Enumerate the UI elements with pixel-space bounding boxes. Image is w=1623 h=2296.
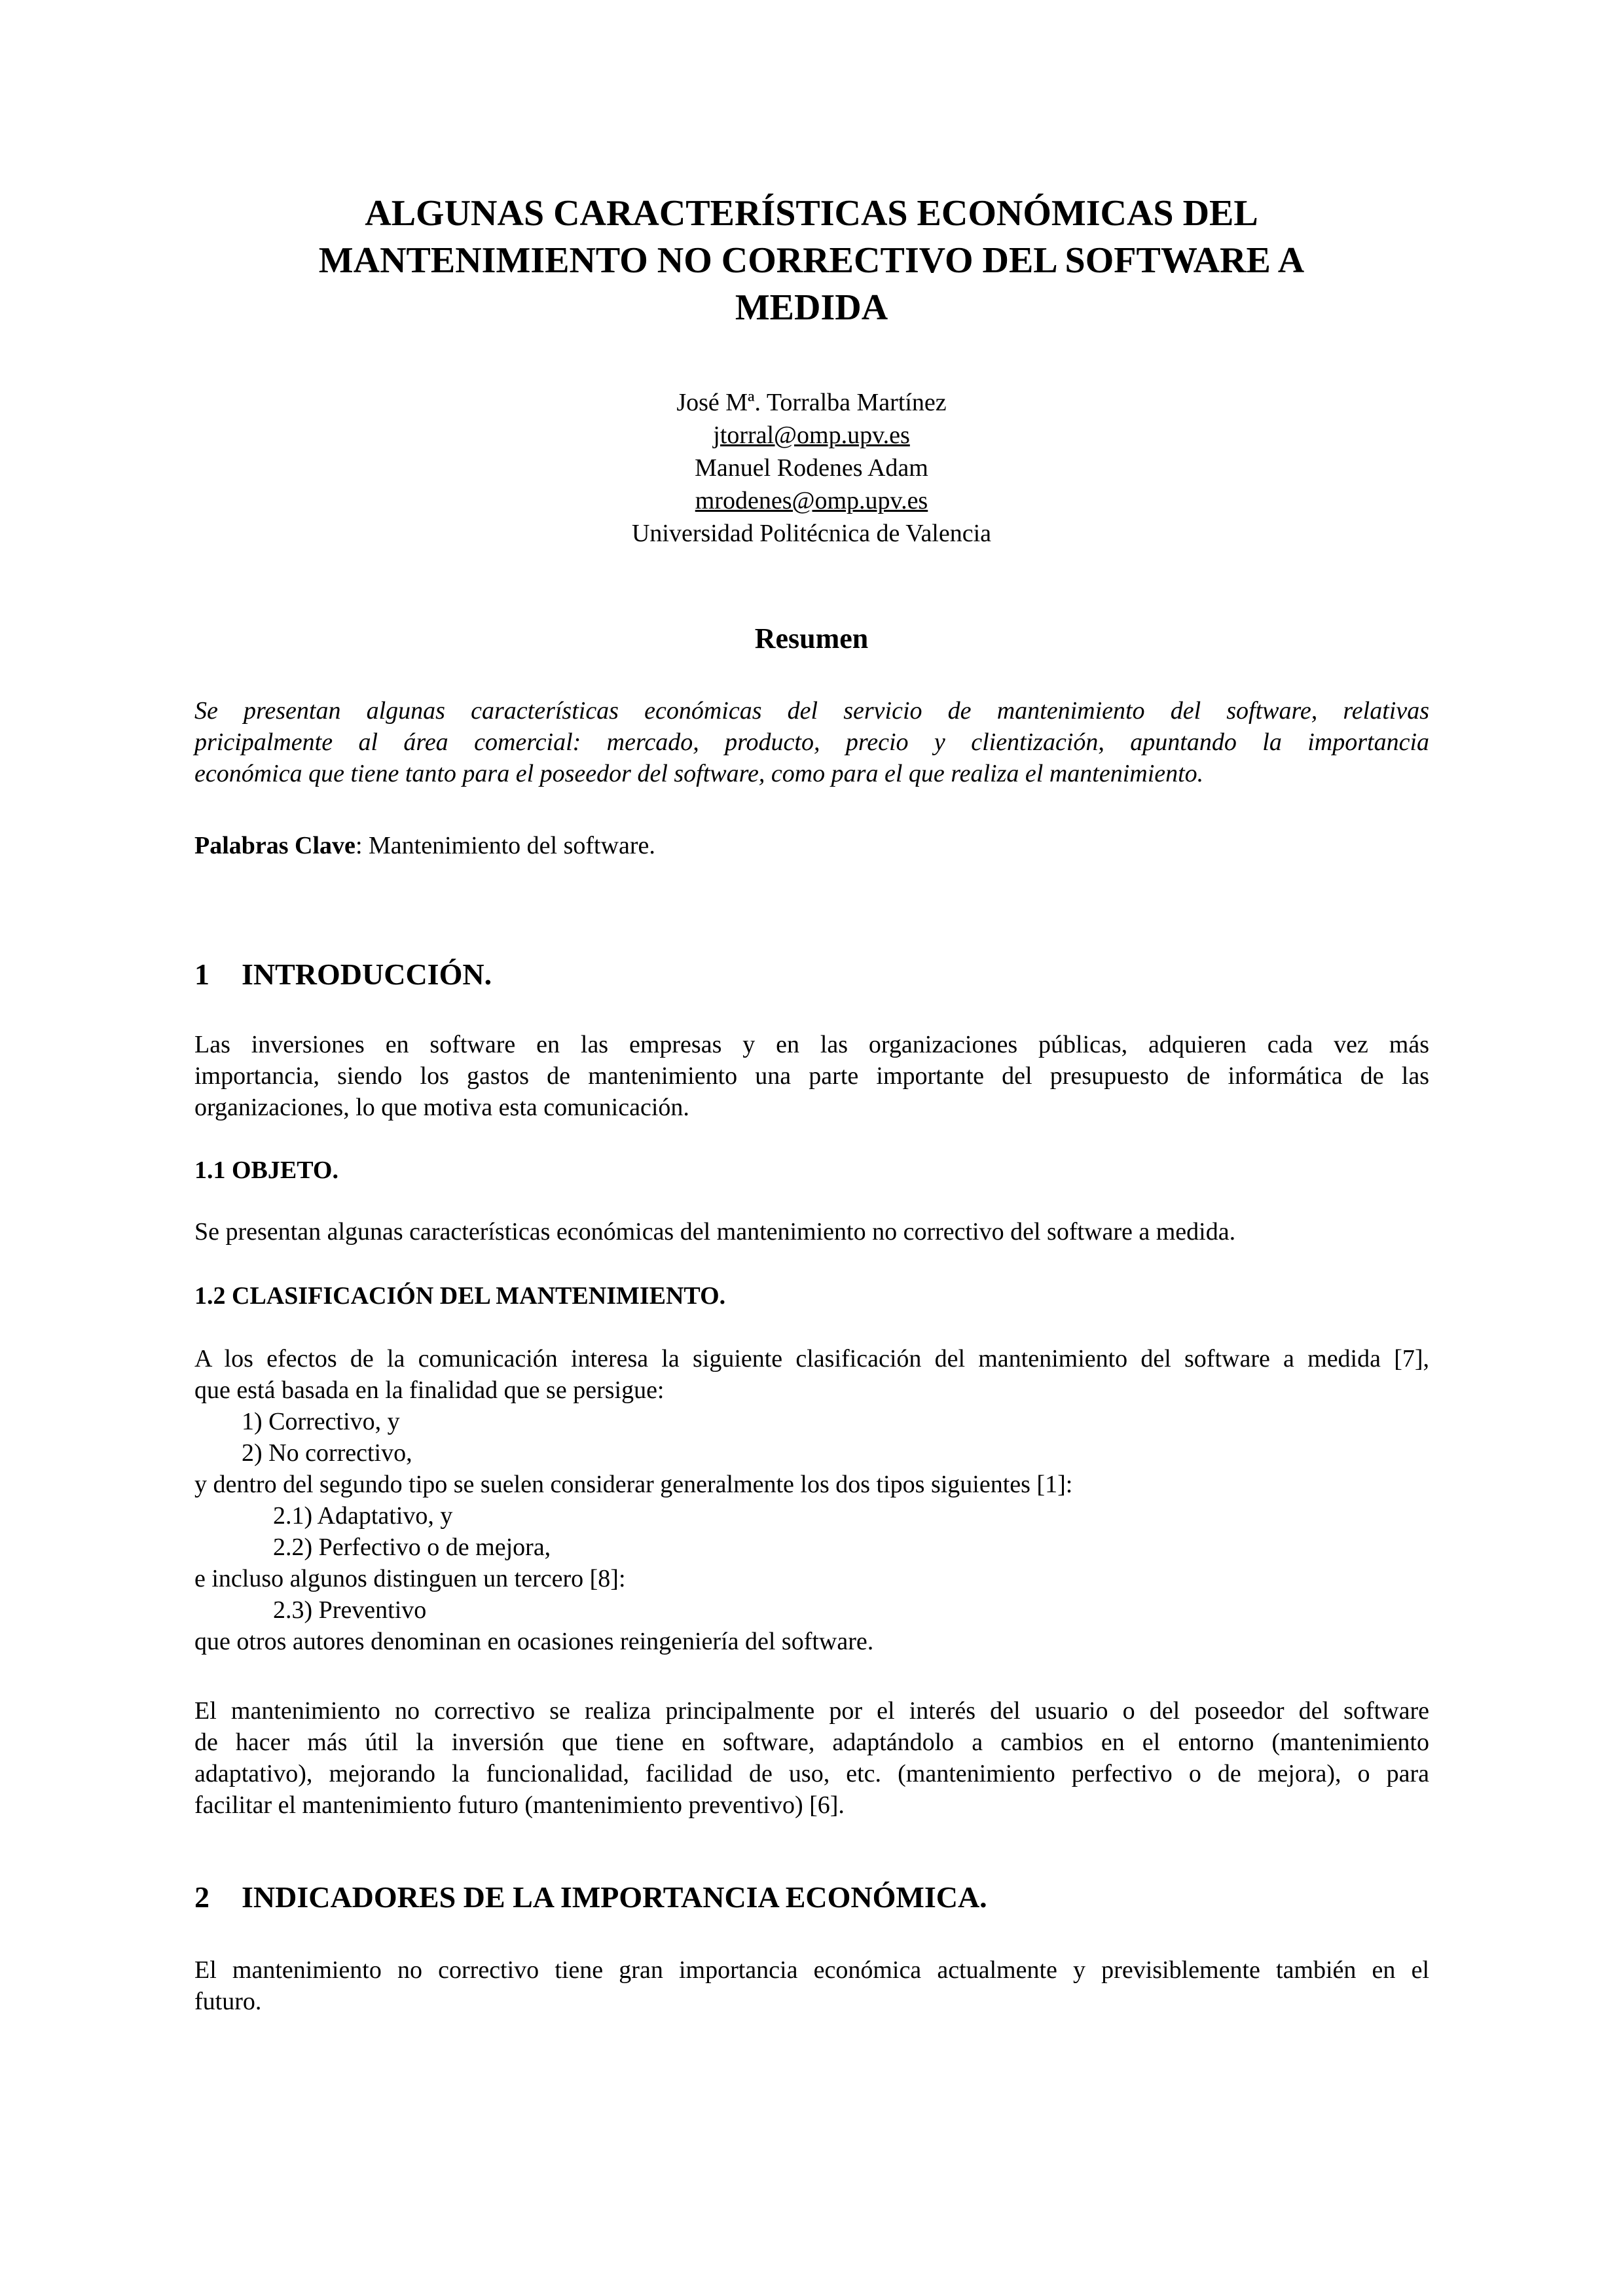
- section1-intro: [194, 1029, 1429, 1123]
- author1-name: José Mª. Torralba Martínez: [676, 389, 947, 416]
- subsection-objeto-text: [194, 1216, 1429, 1247]
- paragraph-line: y dentro del segundo tipo se suelen considerar generalmente los dos tipos siguientes [1]:: [194, 1471, 1073, 1498]
- paragraph-line: El mantenimiento no correctivo tiene gran importancia económica actualmente y previsiblemente también en el: [194, 1956, 1429, 1984]
- paragraph-line: Las inversiones en software en las empresas y en las organizaciones públicas, adquieren cada vez más: [194, 1031, 1429, 1058]
- paragraph-line: Se presentan algunas características económicas del mantenimiento no correctivo del software a medida.: [194, 1218, 1236, 1246]
- author2-name: Manuel Rodenes Adam: [695, 454, 928, 482]
- paragraph-line: de hacer más útil la inversión que tiene en software, adaptándolo a cambios en el entorno (mantenimiento: [194, 1729, 1429, 1756]
- abstract-line: económica que tiene tanto para el poseedor del software, como para el que realiza el mantenimiento.: [194, 760, 1204, 787]
- section2-heading: [194, 1880, 987, 1914]
- abstract-line: pricipalmente al área comercial: mercado, producto, precio y clientización, apuntando la importancia: [194, 728, 1429, 756]
- paragraph-line: que otros autores denominan en ocasiones reingeniería del software.: [194, 1628, 874, 1655]
- paragraph-line: facilitar el mantenimiento futuro (mantenimiento preventivo) [6].: [194, 1791, 845, 1819]
- author1-email-link[interactable]: jtorral@omp.upv.es: [713, 422, 910, 449]
- section1-title: INTRODUCCIÓN.: [242, 958, 492, 991]
- abstract-line: Se presentan algunas características económicas del servicio de mantenimiento del software, relativas: [194, 697, 1429, 725]
- paragraph-line: que está basada en la finalidad que se persigue:: [194, 1376, 665, 1404]
- paragraph-line: e incluso algunos distinguen un tercero [8]:: [194, 1565, 626, 1592]
- title-line-1: ALGUNAS CARACTERÍSTICAS ECONÓMICAS DEL: [365, 193, 1258, 234]
- keywords: [194, 831, 655, 860]
- affiliation: Universidad Politécnica de Valencia: [631, 520, 992, 547]
- paragraph-line: A los efectos de la comunicación interesa la siguiente clasificación del mantenimiento del software a medida [7],: [194, 1345, 1429, 1372]
- author-block: [0, 386, 1623, 550]
- classification-list: [194, 1343, 1429, 1657]
- paragraph-line: organizaciones, lo que motiva esta comunicación.: [194, 1094, 689, 1121]
- paper-title: [0, 190, 1623, 331]
- paragraph-line: adaptativo), mejorando la funcionalidad, facilidad de uso, etc. (mantenimiento perfectivo o de mejora), o para: [194, 1760, 1429, 1787]
- paragraph-line: importancia, siendo los gastos de mantenimiento una parte importante del presupuesto de informática de las: [194, 1062, 1429, 1090]
- title-line-2: MANTENIMIENTO NO CORRECTIVO DEL SOFTWARE A: [318, 240, 1305, 281]
- section2-text: [194, 1954, 1429, 2017]
- section2-number: 2: [194, 1880, 210, 1914]
- section1-number: 1: [194, 958, 210, 991]
- keywords-text: : Mantenimiento del software.: [355, 832, 655, 859]
- list-item: 1) Correctivo, y: [242, 1408, 400, 1435]
- subsection-clasificacion-heading: 1.2 CLASIFICACIÓN DEL MANTENIMIENTO.: [194, 1282, 726, 1310]
- abstract-heading: Resumen: [754, 622, 869, 655]
- paragraph-line: El mantenimiento no correctivo se realiza principalmente por el interés del usuario o del poseedor del software: [194, 1697, 1429, 1725]
- author2-email-link[interactable]: mrodenes@omp.upv.es: [695, 487, 928, 514]
- subsection-objeto-heading: 1.1 OBJETO.: [194, 1157, 338, 1184]
- list-item: 2) No correctivo,: [242, 1439, 412, 1467]
- section1-heading: [194, 957, 492, 992]
- title-line-3: MEDIDA: [735, 287, 888, 328]
- list-item: 2.2) Perfectivo o de mejora,: [273, 1534, 551, 1561]
- section2-title: INDICADORES DE LA IMPORTANCIA ECONÓMICA.: [242, 1880, 987, 1914]
- section1-closing: [194, 1695, 1429, 1821]
- keywords-label: Palabras Clave: [194, 832, 356, 859]
- list-item: 2.3) Preventivo: [273, 1596, 427, 1624]
- abstract-text: [194, 695, 1429, 789]
- paragraph-line: futuro.: [194, 1988, 262, 2015]
- list-item: 2.1) Adaptativo, y: [273, 1502, 453, 1530]
